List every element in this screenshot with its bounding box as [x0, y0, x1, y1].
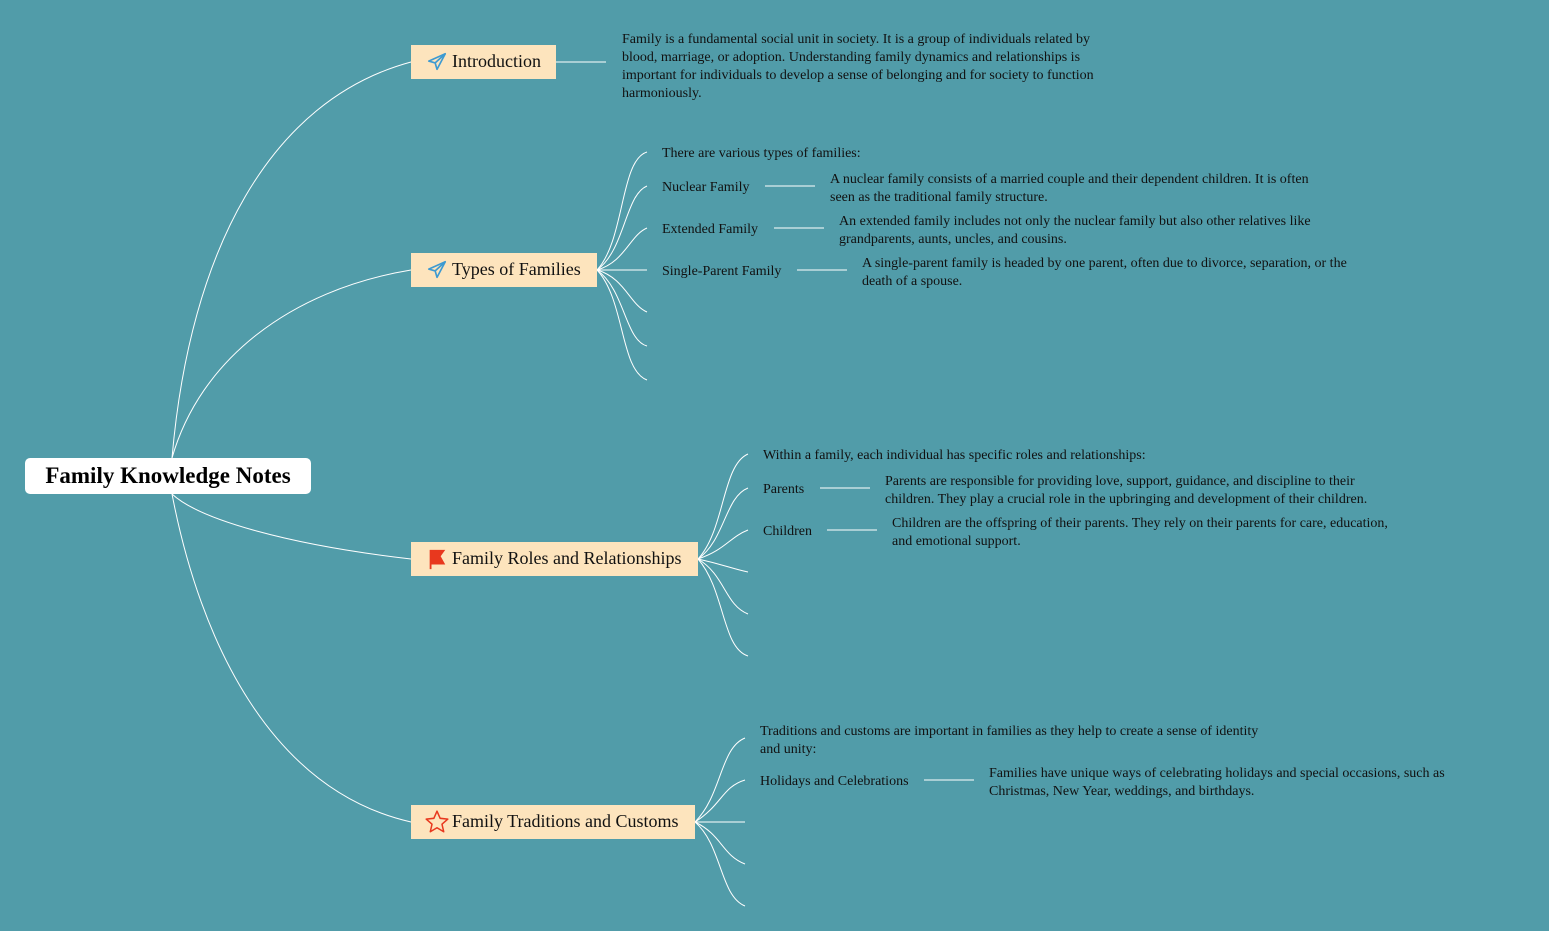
extended-family-text: An extended family includes not only the nuclear family but also other relatives like grandparents, aunts, uncles, and cousins. — [839, 214, 1311, 247]
star-icon — [424, 809, 450, 835]
parents-text: Parents are responsible for providing love, support, guidance, and discipline to their children. They play a crucial role in the upbringing and development of their children. — [885, 474, 1368, 507]
topic-family-traditions[interactable] — [411, 805, 695, 839]
topic-label: Introduction — [452, 51, 541, 71]
topic-label: Family Traditions and Customs — [452, 811, 679, 831]
topic-label: Types of Families — [452, 259, 581, 279]
holidays-celebrations-label[interactable]: Holidays and Celebrations — [760, 774, 909, 789]
introduction-text: Family is a fundamental social unit in society. It is a group of individuals related by blood, marriage, or adoption. Understanding family dynamics and relationships is important for individuals to develop a sense of belonging and for society to function harmoniously. — [622, 32, 1094, 101]
traditions-intro: Traditions and customs are important in families as they help to create a sense of identity and unity: — [760, 724, 1259, 757]
paper-plane-icon — [426, 259, 448, 281]
nuclear-family-label[interactable]: Nuclear Family — [662, 180, 750, 195]
topic-label: Family Roles and Relationships — [452, 548, 682, 568]
paper-plane-icon — [426, 51, 448, 73]
flag-icon — [426, 548, 448, 570]
roles-intro: Within a family, each individual has specific roles and relationships: — [763, 448, 1146, 463]
single-parent-family-text: A single-parent family is headed by one parent, often due to divorce, separation, or the death of a spouse. — [862, 256, 1347, 289]
children-label[interactable]: Children — [763, 524, 812, 539]
parents-label[interactable]: Parents — [763, 482, 805, 497]
topic-types-of-families[interactable] — [411, 253, 597, 287]
topic-family-roles[interactable] — [411, 542, 698, 576]
topic-introduction[interactable] — [411, 45, 556, 79]
children-text: Children are the offspring of their parents. They rely on their parents for care, education, and emotional support. — [892, 516, 1388, 549]
root-node[interactable]: Family Knowledge Notes — [25, 458, 311, 494]
single-parent-family-label[interactable]: Single-Parent Family — [662, 264, 782, 279]
extended-family-label[interactable]: Extended Family — [662, 222, 759, 237]
nuclear-family-text: A nuclear family consists of a married couple and their dependent children. It is often seen as the traditional family structure. — [830, 172, 1309, 205]
holidays-celebrations-text: Families have unique ways of celebrating holidays and special occasions, such as Christmas, New Year, weddings, and birthdays. — [989, 766, 1445, 799]
types-intro: There are various types of families: — [662, 146, 861, 161]
